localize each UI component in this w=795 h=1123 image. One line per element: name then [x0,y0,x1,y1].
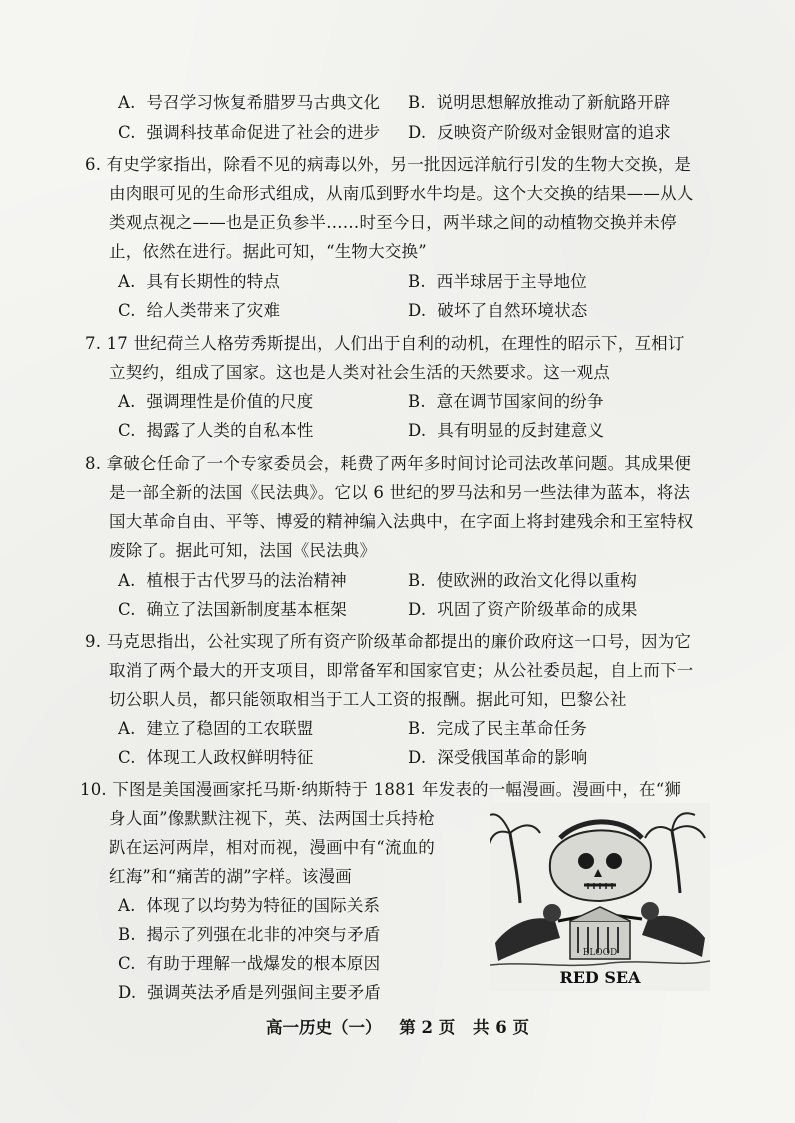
q9-stem-line-2: 取消了两个最大的开支项目，即常备军和国家官吏；从公社委员起，自上而下一 [109,661,694,680]
q5-option-c: C. 强调科技革命促进了社会的进步 [118,123,381,142]
q6-option-d: D. 破坏了自然环境状态 [408,301,588,320]
q10-stem-line-4: 红海”和“痛苦的湖”字样。该漫画 [109,867,353,886]
q9-option-b: B. 完成了民主革命任务 [408,719,587,738]
footer-page-number: 第 2 页 [399,1018,456,1037]
q9-option-d: D. 深受俄国革命的影响 [408,748,588,767]
q7-option-b: B. 意在调节国家间的纷争 [408,392,604,411]
sphinx-skull-icon [550,822,651,901]
q5-option-b: B. 说明思想解放推动了新航路开辟 [408,93,671,112]
cartoon-caption-bottom: RED SEA [559,968,641,987]
q8-option-b: B. 使欧洲的政治文化得以重构 [408,571,638,590]
q10-option-b: B. 揭示了列强在北非的冲突与矛盾 [118,925,381,944]
q9-number: 9. [85,632,102,651]
footer-subject: 高一历史（一） [266,1018,382,1037]
q10-option-c: C. 有助于理解一战爆发的根本原因 [118,954,381,973]
q5-option-d: D. 反映资产阶级对金银财富的追求 [408,123,671,142]
q9-option-a: A. 建立了稳固的工农联盟 [118,719,314,738]
q8-number: 8. [85,454,102,473]
q10-option-a: A. 体现了以均势为特征的国际关系 [118,896,381,915]
q10-number: 10. [80,780,107,799]
q7-option-d: D. 具有明显的反封建意义 [408,421,605,440]
q7-option-c: C. 揭露了人类的自私本性 [118,421,314,440]
q10-option-d: D. 强调英法矛盾是列强间主要矛盾 [118,983,381,1002]
page-footer [0,1018,795,1038]
q6-option-a: A. 具有长期性的特点 [118,272,281,291]
nast-cartoon-illustration [490,803,710,991]
q7-number: 7. [85,334,102,353]
q8-stem-line-4: 废除了。据此可知，法国《民法典》 [109,541,377,560]
q7-stem-line-1: 7. 17 世纪荷兰人格劳秀斯提出，人们出于自利的动机，在理性的昭示下，互相订 [85,334,685,353]
q7-stem-line-2: 立契约，组成了国家。这也是人类对社会生活的天然要求。这一观点 [109,363,610,382]
q10-stem-line-2: 身人面”像默默注视下，英、法两国士兵持枪 [109,809,435,828]
q6-option-b: B. 西半球居于主导地位 [408,272,587,291]
q8-stem-line-1: 8. 拿破仑任命了一个专家委员会，耗费了两年多时间讨论司法改革问题。其成果便 [85,454,692,473]
q6-stem-line-2: 由肉眼可见的生命形式组成，从南瓜到野水牛均是。这个大交换的结果——从人 [109,184,694,203]
footer-total-pages: 共 6 页 [473,1018,529,1037]
q8-stem-line-2: 是一部全新的法国《民法典》。它以 6 世纪的罗马法和另一些法律为蓝本，将法 [109,483,691,502]
q9-option-c: C. 体现工人政权鲜明特征 [118,748,314,767]
q6-stem-line-4: 止，依然在进行。据此可知，“生物大交换” [109,242,427,261]
q6-stem-line-1: 6. 有史学家指出，除看不见的病毒以外，另一批因远洋航行引发的生物大交换，是 [85,155,692,174]
q8-option-c: C. 确立了法国新制度基本框架 [118,600,347,619]
cartoon-caption-top: BLOOD [582,948,618,958]
q6-stem-line-3: 类观点视之——也是正负参半……时至今日，两半球之间的动植物交换并未停 [109,213,677,232]
q8-option-d: D. 巩固了资产阶级革命的成果 [408,600,638,619]
q8-stem-line-3: 国大革命自由、平等、博爱的精神编入法典中，在字面上将封建残余和王室特权 [109,512,694,531]
q10-stem-line-1: 10. 下图是美国漫画家托马斯·纳斯特于 1881 年发表的一幅漫画。漫画中，在“狮 [80,780,682,799]
q9-stem-line-3: 切公职人员，都只能领取相当于工人工资的报酬。据此可知，巴黎公社 [109,690,627,709]
q5-option-a: A. 号召学习恢复希腊罗马古典文化 [118,93,381,112]
q7-option-a: A. 强调理性是价值的尺度 [118,392,314,411]
q10-stem-line-3: 趴在运河两岸，相对而视，漫画中有“流血的 [109,838,435,857]
q6-number: 6. [85,155,102,174]
q9-stem-line-1: 9. 马克思指出，公社实现了所有资产阶级革命都提出的廉价政府这一口号，因为它 [85,632,692,651]
q6-option-c: C. 给人类带来了灾难 [118,301,281,320]
q8-option-a: A. 植根于古代罗马的法治精神 [118,571,347,590]
